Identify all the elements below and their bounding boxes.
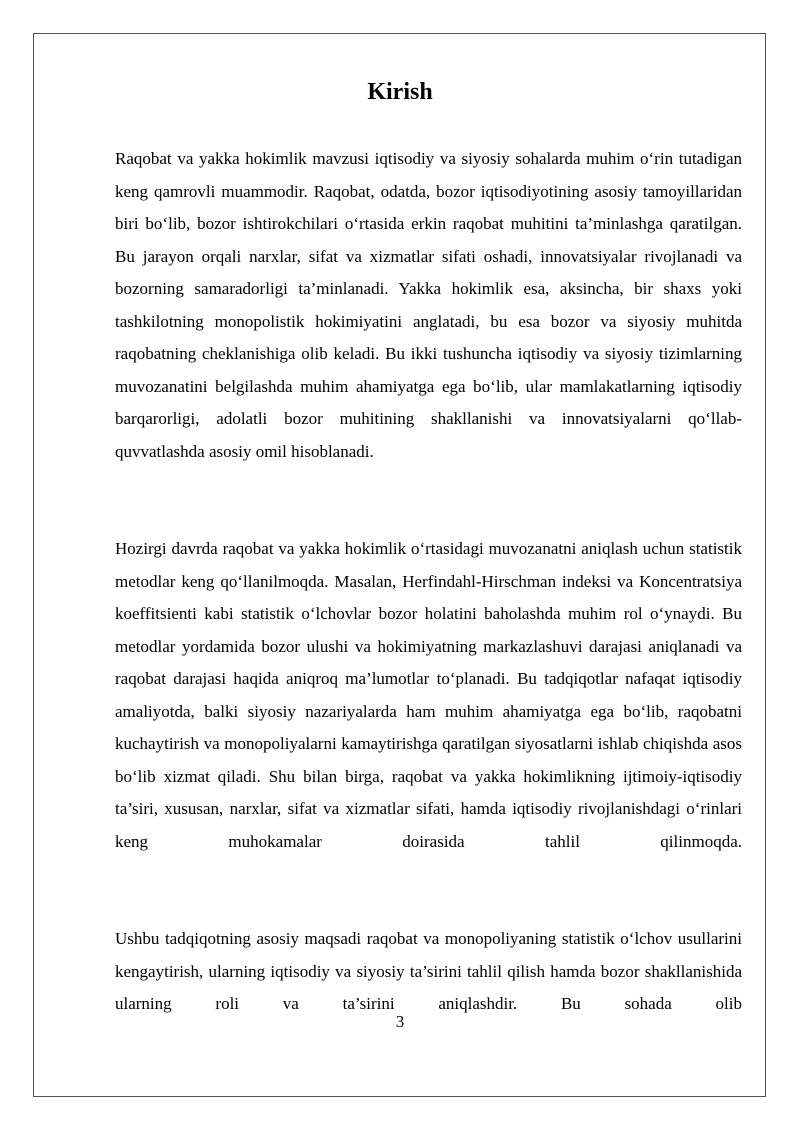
paragraph-research-goal: Ushbu tadqiqotning asosiy maqsadi raqobat va monopoliyaning statistik o‘lchov usullarini kengaytirish, ularning iqtisodiy va siyosiy ta’sirini tahlil qilish hamda bozor shakllanishida ularning roli va ta’sirini aniqlashdir. Bu sohada olib	[115, 929, 742, 1013]
page-title: Kirish	[367, 79, 433, 105]
paragraph-introduction: Raqobat va yakka hokimlik mavzusi iqtisodiy va siyosiy sohalarda muhim o‘rin tutadigan keng qamrovli muammodir. Raqobat, odatda, bozor iqtisodiyotining asosiy tamoyillaridan biri bo‘lib, bozor ishtirokchilari o‘rtasida erkin raqobat muhitini ta’minlashga qaratilgan. Bu jarayon orqali narxlar, sifat va xizmatlar sifati oshadi, innovatsiyalar rivojlanadi va bozorning samaradorligi ta’minlanadi. Yakka hokimlik esa, aksincha, bir shaxs yoki tashkilotning monopolistik hokimiyatini anglatadi, bu esa bozor va siyosiy muhitda raqobatning cheklanishiga olib keladi. Bu ikki tushuncha iqtisodiy va siyosiy tizimlarning muvozanatini belgilashda muhim ahamiyatga ega bo‘lib, ular mamlakatlarning iqtisodiy barqarorligi, adolatli bozor muhitining shakllanishi va innovatsiyalarni qo‘llab-quvvatlashda asosiy omil hisoblanadi.	[115, 149, 742, 461]
paragraph-statistical-methods: Hozirgi davrda raqobat va yakka hokimlik o‘rtasidagi muvozanatni aniqlash uchun statistik metodlar keng qo‘llanilmoqda. Masalan, Herfindahl-Hirschman indeksi va Koncentratsiya koeffitsienti kabi statistik o‘lchovlar bozor holatini baholashda muhim rol o‘ynaydi. Bu metodlar yordamida bozor ulushi va hokimiyatning markazlashuvi darajasi aniqlanadi va raqobat darajasi haqida aniqroq ma’lumotlar to‘planadi. Bu tadqiqotlar nafaqat iqtisodiy amaliyotda, balki siyosiy nazariyalarda ham muhim ahamiyatga ega bo‘lib, raqobatni kuchaytirish va monopoliyalarni kamaytirishga qaratilgan siyosatlarni ishlab chiqishda asos bo‘lib xizmat qiladi. Shu bilan birga, raqobat va yakka hokimlikning ijtimoiy-iqtisodiy ta’siri, xususan, narxlar, sifat va xizmatlar sifati, hamda iqtisodiy rivojlanishdagi o‘rinlari keng muhokamalar doirasida tahlil qilinmoqda.	[115, 539, 742, 851]
page-number: 3	[395, 1012, 405, 1031]
